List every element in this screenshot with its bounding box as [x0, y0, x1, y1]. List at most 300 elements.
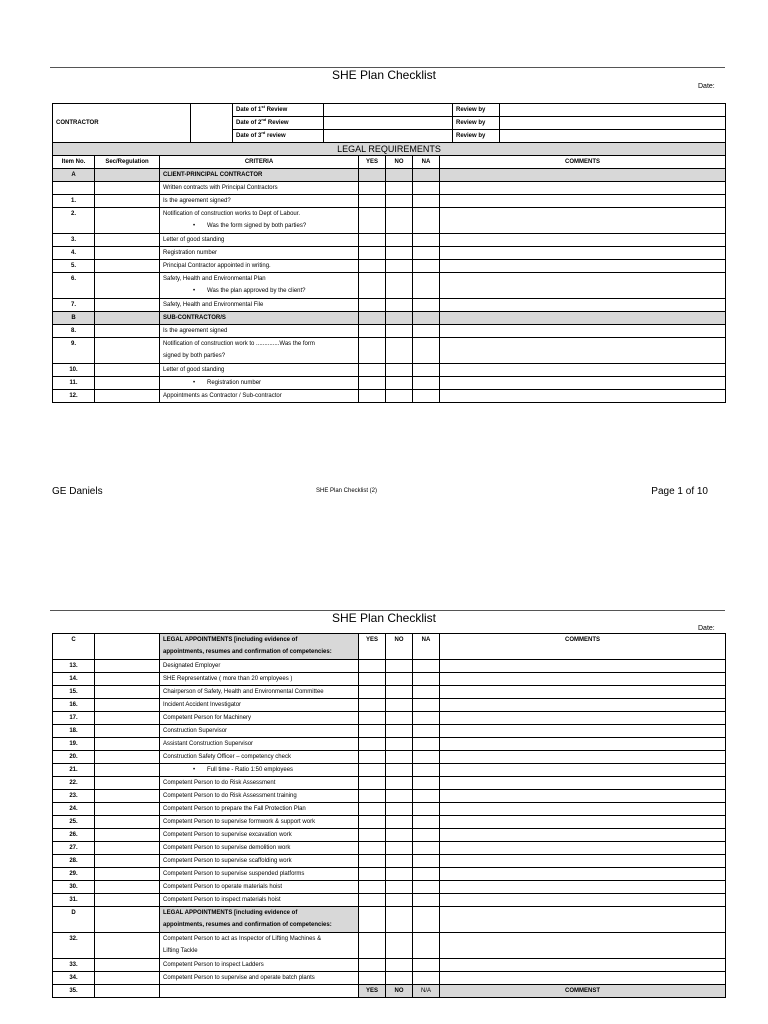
criteria-line: SHE Representative ( more than 20 employees ) — [163, 676, 293, 682]
sec-regulation-cell[interactable] — [95, 299, 160, 312]
criteria-cell — [160, 907, 359, 933]
na-cell[interactable] — [413, 247, 440, 260]
comments-cell[interactable] — [440, 247, 726, 260]
item-number: 23. — [53, 790, 95, 803]
item-number: 14. — [53, 673, 95, 686]
sec-regulation-cell[interactable] — [95, 699, 160, 712]
na-cell[interactable] — [413, 377, 440, 390]
sec-regulation-cell[interactable] — [95, 338, 160, 364]
comments-cell[interactable] — [440, 208, 726, 234]
comments-cell[interactable] — [440, 699, 726, 712]
comments-cell[interactable] — [440, 338, 726, 364]
na-cell[interactable] — [413, 260, 440, 273]
criteria-cell[interactable] — [160, 985, 359, 998]
sec-regulation-cell[interactable] — [95, 764, 160, 777]
criteria-line: Competent Person to supervise demolition work — [163, 845, 291, 851]
review-date-label-2: Date of 2nd Review — [233, 117, 324, 130]
criteria-cell — [160, 169, 359, 182]
no-cell[interactable] — [386, 260, 413, 273]
table-row — [53, 686, 726, 699]
no-cell — [386, 907, 413, 933]
header-criteria: CRITERIA — [160, 156, 359, 169]
no-cell[interactable] — [386, 764, 413, 777]
footer-doc-name: SHE Plan Checklist (2) — [316, 488, 378, 494]
comments-cell[interactable] — [440, 803, 726, 816]
criteria-cell — [160, 260, 359, 273]
header-sec-regulation: Sec/Regulation — [95, 156, 160, 169]
sec-regulation-cell[interactable] — [95, 377, 160, 390]
comments-cell[interactable] — [440, 738, 726, 751]
item-number: 9. — [53, 338, 95, 364]
criteria-cell — [160, 959, 359, 972]
no-cell[interactable] — [386, 686, 413, 699]
criteria-line: Principal Contractor appointed in writing. — [163, 263, 271, 269]
criteria-cell — [160, 725, 359, 738]
comments-cell[interactable] — [440, 829, 726, 842]
sec-regulation-cell[interactable] — [95, 777, 160, 790]
criteria-cell — [160, 868, 359, 881]
yes-cell[interactable] — [359, 234, 386, 247]
item-number: 12. — [53, 390, 95, 403]
no-cell[interactable] — [386, 959, 413, 972]
yes-cell[interactable] — [359, 751, 386, 764]
item-number: 32. — [53, 933, 95, 959]
criteria-line: Letter of good standing — [163, 237, 225, 243]
yes-cell[interactable] — [359, 673, 386, 686]
yes-cell[interactable] — [359, 377, 386, 390]
header-no: NO — [386, 985, 413, 998]
table-row — [53, 738, 726, 751]
na-cell[interactable] — [413, 673, 440, 686]
sec-regulation-cell[interactable] — [95, 803, 160, 816]
criteria-cell — [160, 881, 359, 894]
review-by-value-2[interactable] — [500, 117, 726, 130]
page2-appointments-table — [52, 633, 726, 998]
item-number: 34. — [53, 972, 95, 985]
no-cell[interactable] — [386, 660, 413, 673]
no-cell[interactable] — [386, 673, 413, 686]
sec-regulation-cell[interactable] — [95, 208, 160, 234]
sec-regulation-cell[interactable] — [95, 247, 160, 260]
item-number: 13. — [53, 660, 95, 673]
yes-cell[interactable] — [359, 390, 386, 403]
no-cell[interactable] — [386, 182, 413, 195]
table-row — [53, 855, 726, 868]
na-cell[interactable] — [413, 829, 440, 842]
section-row — [53, 634, 726, 660]
no-cell[interactable] — [386, 777, 413, 790]
table-row — [53, 764, 726, 777]
na-cell[interactable] — [413, 790, 440, 803]
criteria-line: Chairperson of Safety, Health and Environmental Committee — [163, 689, 324, 695]
sec-regulation-cell — [95, 907, 160, 933]
na-cell[interactable] — [413, 299, 440, 312]
no-cell[interactable] — [386, 699, 413, 712]
yes-cell[interactable] — [359, 338, 386, 364]
na-cell[interactable] — [413, 325, 440, 338]
criteria-bullet-line: • Full time - Ratio 1:50 employees — [163, 764, 355, 776]
sec-regulation-cell[interactable] — [95, 712, 160, 725]
no-cell[interactable] — [386, 208, 413, 234]
comments-cell[interactable] — [440, 364, 726, 377]
criteria-line: LEGAL APPOINTMENTS [including evidence of — [163, 637, 298, 643]
item-number: 26. — [53, 829, 95, 842]
item-number: 8. — [53, 325, 95, 338]
criteria-line: SUB-CONTRACTOR/S — [163, 315, 226, 321]
criteria-cell — [160, 894, 359, 907]
comments-cell[interactable] — [440, 777, 726, 790]
criteria-line: Notification of construction work to ..............Was the form — [163, 341, 315, 347]
na-cell — [413, 907, 440, 933]
criteria-line-2: appointments, resumes and confirmation of competencies: — [163, 649, 332, 655]
no-cell — [386, 312, 413, 325]
na-cell[interactable] — [413, 660, 440, 673]
criteria-line: Written contracts with Principal Contractors — [163, 185, 278, 191]
no-cell[interactable] — [386, 377, 413, 390]
sec-regulation-cell[interactable] — [95, 182, 160, 195]
na-cell[interactable] — [413, 208, 440, 234]
yes-cell[interactable] — [359, 364, 386, 377]
yes-cell[interactable] — [359, 972, 386, 985]
sec-regulation-cell[interactable] — [95, 881, 160, 894]
comments-cell[interactable] — [440, 959, 726, 972]
no-cell[interactable] — [386, 195, 413, 208]
table-row — [53, 182, 726, 195]
comments-cell[interactable] — [440, 764, 726, 777]
yes-cell[interactable] — [359, 699, 386, 712]
table-row — [53, 959, 726, 972]
item-number: D — [53, 907, 95, 933]
no-cell — [386, 169, 413, 182]
na-cell[interactable] — [413, 725, 440, 738]
criteria-line: Competent Person to supervise and operate batch plants — [163, 975, 315, 981]
criteria-bullet-line: • Was the form signed by both parties? — [163, 220, 355, 232]
no-cell[interactable] — [386, 868, 413, 881]
no-cell[interactable] — [386, 338, 413, 364]
no-cell[interactable] — [386, 738, 413, 751]
yes-cell[interactable] — [359, 881, 386, 894]
comments-cell[interactable] — [440, 234, 726, 247]
comments-cell[interactable] — [440, 972, 726, 985]
no-cell[interactable] — [386, 299, 413, 312]
no-cell[interactable] — [386, 842, 413, 855]
criteria-line: Registration number — [163, 250, 218, 256]
comments-cell[interactable] — [440, 377, 726, 390]
yes-cell[interactable] — [359, 195, 386, 208]
comments-cell[interactable] — [440, 751, 726, 764]
no-cell[interactable] — [386, 247, 413, 260]
yes-cell[interactable] — [359, 273, 386, 299]
no-cell[interactable] — [386, 325, 413, 338]
na-cell[interactable] — [413, 738, 440, 751]
table-row — [53, 790, 726, 803]
yes-cell[interactable] — [359, 686, 386, 699]
comments-cell[interactable] — [440, 712, 726, 725]
criteria-cell — [160, 312, 359, 325]
sec-regulation-cell[interactable] — [95, 660, 160, 673]
yes-cell[interactable] — [359, 712, 386, 725]
no-cell[interactable] — [386, 390, 413, 403]
na-cell[interactable] — [413, 764, 440, 777]
criteria-cell — [160, 712, 359, 725]
na-cell[interactable] — [413, 959, 440, 972]
comments-cell[interactable] — [440, 390, 726, 403]
sec-regulation-cell[interactable] — [95, 273, 160, 299]
na-cell[interactable] — [413, 712, 440, 725]
na-cell[interactable] — [413, 234, 440, 247]
na-cell[interactable] — [413, 182, 440, 195]
header-yes: YES — [359, 985, 386, 998]
yes-cell[interactable] — [359, 325, 386, 338]
comments-cell[interactable] — [440, 325, 726, 338]
yes-cell[interactable] — [359, 299, 386, 312]
na-cell[interactable] — [413, 933, 440, 959]
yes-cell[interactable] — [359, 959, 386, 972]
sec-regulation-cell[interactable] — [95, 260, 160, 273]
criteria-line: Competent Person to act as Inspector of Lifting Machines & — [163, 936, 322, 942]
no-cell[interactable] — [386, 881, 413, 894]
yes-cell[interactable] — [359, 182, 386, 195]
na-cell[interactable] — [413, 686, 440, 699]
comments-cell[interactable] — [440, 868, 726, 881]
no-cell[interactable] — [386, 790, 413, 803]
header-yes: YES — [359, 634, 386, 660]
sec-regulation-cell[interactable] — [95, 972, 160, 985]
review-by-label-1: Review by — [453, 104, 500, 117]
comments-cell[interactable] — [440, 933, 726, 959]
item-number: 16. — [53, 699, 95, 712]
review-date-value-3[interactable] — [324, 130, 453, 143]
item-number: 1. — [53, 195, 95, 208]
criteria-cell — [160, 816, 359, 829]
page1-date-label: Date: — [698, 83, 715, 90]
review-by-value-3[interactable] — [500, 130, 726, 143]
table-row — [53, 829, 726, 842]
yes-cell[interactable] — [359, 208, 386, 234]
comments-cell[interactable] — [440, 725, 726, 738]
table-row — [53, 673, 726, 686]
comments-cell[interactable] — [440, 195, 726, 208]
review-by-value-1[interactable] — [500, 104, 726, 117]
header-na: NA — [413, 156, 440, 169]
no-cell[interactable] — [386, 933, 413, 959]
yes-cell[interactable] — [359, 777, 386, 790]
contractor-value-cell[interactable] — [191, 104, 233, 143]
no-cell[interactable] — [386, 803, 413, 816]
criteria-line: Competent Person to prepare the Fall Protection Plan — [163, 806, 306, 812]
na-cell[interactable] — [413, 881, 440, 894]
sec-regulation-cell[interactable] — [95, 751, 160, 764]
yes-cell[interactable] — [359, 933, 386, 959]
criteria-cell — [160, 803, 359, 816]
criteria-line: Incident Accident Investigator — [163, 702, 242, 708]
criteria-line: Appointments as Contractor / Sub-contractor — [163, 393, 282, 399]
page2-date-label: Date: — [698, 625, 715, 632]
yes-cell — [359, 169, 386, 182]
item-number: 4. — [53, 247, 95, 260]
na-cell[interactable] — [413, 195, 440, 208]
item-number: 6. — [53, 273, 95, 299]
no-cell[interactable] — [386, 816, 413, 829]
comments-cell[interactable] — [440, 686, 726, 699]
table-row — [53, 195, 726, 208]
criteria-cell — [160, 972, 359, 985]
no-cell[interactable] — [386, 751, 413, 764]
yes-cell[interactable] — [359, 803, 386, 816]
yes-cell[interactable] — [359, 790, 386, 803]
criteria-line: Assistant Construction Supervisor — [163, 741, 254, 747]
criteria-cell — [160, 195, 359, 208]
comments-cell[interactable] — [440, 894, 726, 907]
table-row — [53, 338, 726, 364]
comments-cell[interactable] — [440, 790, 726, 803]
yes-cell[interactable] — [359, 855, 386, 868]
yes-cell[interactable] — [359, 260, 386, 273]
item-number: 10. — [53, 364, 95, 377]
table-row — [53, 725, 726, 738]
comments-cell[interactable] — [440, 273, 726, 299]
yes-cell[interactable] — [359, 842, 386, 855]
sec-regulation-cell[interactable] — [95, 985, 160, 998]
comments-cell[interactable] — [440, 842, 726, 855]
sec-regulation-cell[interactable] — [95, 933, 160, 959]
sec-regulation-cell[interactable] — [95, 855, 160, 868]
no-cell[interactable] — [386, 855, 413, 868]
na-cell[interactable] — [413, 868, 440, 881]
sec-regulation-cell[interactable] — [95, 234, 160, 247]
header-na: NA — [413, 634, 440, 660]
yes-cell[interactable] — [359, 894, 386, 907]
item-number: 35. — [53, 985, 95, 998]
table-row — [53, 712, 726, 725]
sec-regulation-cell[interactable] — [95, 894, 160, 907]
yes-cell[interactable] — [359, 247, 386, 260]
criteria-line-2: Lifting Tackle — [163, 948, 198, 954]
table-row — [53, 364, 726, 377]
item-number: 29. — [53, 868, 95, 881]
table-row — [53, 260, 726, 273]
na-cell — [413, 169, 440, 182]
sec-regulation-cell[interactable] — [95, 790, 160, 803]
criteria-bullet-line: • Registration number — [163, 377, 355, 389]
na-cell[interactable] — [413, 777, 440, 790]
yes-cell[interactable] — [359, 764, 386, 777]
criteria-line-2: appointments, resumes and confirmation of competencies: — [163, 922, 332, 928]
page2-title: SHE Plan Checklist — [331, 611, 437, 625]
header-no: NO — [386, 156, 413, 169]
criteria-line: Safety, Health and Environmental Plan — [163, 276, 266, 282]
criteria-cell — [160, 829, 359, 842]
yes-cell[interactable] — [359, 725, 386, 738]
section-row — [53, 312, 726, 325]
comments-cell[interactable] — [440, 816, 726, 829]
yes-cell[interactable] — [359, 816, 386, 829]
na-cell[interactable] — [413, 855, 440, 868]
na-cell[interactable] — [413, 751, 440, 764]
no-cell[interactable] — [386, 273, 413, 299]
page1-legal-requirements-table — [52, 142, 726, 403]
item-number: 24. — [53, 803, 95, 816]
comments-cell[interactable] — [440, 260, 726, 273]
table-row — [53, 377, 726, 390]
criteria-cell — [160, 234, 359, 247]
item-number: 22. — [53, 777, 95, 790]
no-cell[interactable] — [386, 364, 413, 377]
comments-cell[interactable] — [440, 299, 726, 312]
sec-regulation-cell[interactable] — [95, 842, 160, 855]
no-cell[interactable] — [386, 829, 413, 842]
comments-cell[interactable] — [440, 182, 726, 195]
na-cell[interactable] — [413, 816, 440, 829]
yes-cell[interactable] — [359, 738, 386, 751]
na-cell[interactable] — [413, 699, 440, 712]
na-cell[interactable] — [413, 842, 440, 855]
no-cell[interactable] — [386, 972, 413, 985]
criteria-cell — [160, 842, 359, 855]
sec-regulation-cell[interactable] — [95, 195, 160, 208]
criteria-line: Construction Safety Officer – competency check — [163, 754, 291, 760]
sec-regulation-cell[interactable] — [95, 725, 160, 738]
sec-regulation-cell[interactable] — [95, 738, 160, 751]
page1-title: SHE Plan Checklist — [331, 68, 437, 82]
criteria-cell — [160, 377, 359, 390]
sec-regulation-cell — [95, 169, 160, 182]
comments-cell[interactable] — [440, 855, 726, 868]
na-cell[interactable] — [413, 390, 440, 403]
review-date-value-2[interactable] — [324, 117, 453, 130]
criteria-line: Competent Person for Machinery — [163, 715, 252, 721]
no-cell[interactable] — [386, 725, 413, 738]
comments-cell[interactable] — [440, 881, 726, 894]
table-row — [53, 972, 726, 985]
sec-regulation-cell[interactable] — [95, 686, 160, 699]
yes-cell[interactable] — [359, 829, 386, 842]
sec-regulation-cell[interactable] — [95, 390, 160, 403]
sec-regulation-cell[interactable] — [95, 364, 160, 377]
comments-cell[interactable] — [440, 660, 726, 673]
header-comments: COMMENST — [440, 985, 726, 998]
criteria-cell — [160, 208, 359, 234]
review-date-value-1[interactable] — [324, 104, 453, 117]
no-cell[interactable] — [386, 712, 413, 725]
header-comments: COMMENTS — [440, 634, 726, 660]
no-cell[interactable] — [386, 234, 413, 247]
yes-cell[interactable] — [359, 660, 386, 673]
sec-regulation-cell[interactable] — [95, 673, 160, 686]
sec-regulation-cell[interactable] — [95, 959, 160, 972]
sec-regulation-cell[interactable] — [95, 829, 160, 842]
na-cell[interactable] — [413, 972, 440, 985]
na-cell[interactable] — [413, 894, 440, 907]
na-cell[interactable] — [413, 273, 440, 299]
comments-cell[interactable] — [440, 673, 726, 686]
footer-page-number: Page 1 of 10 — [651, 486, 708, 497]
header-no: NO — [386, 634, 413, 660]
criteria-line: Letter of good standing — [163, 367, 225, 373]
yes-cell[interactable] — [359, 868, 386, 881]
na-cell[interactable] — [413, 364, 440, 377]
na-cell[interactable] — [413, 803, 440, 816]
na-cell[interactable] — [413, 338, 440, 364]
page1-header-table — [52, 103, 726, 143]
sec-regulation-cell[interactable] — [95, 325, 160, 338]
sec-regulation-cell[interactable] — [95, 816, 160, 829]
no-cell[interactable] — [386, 894, 413, 907]
sec-regulation-cell[interactable] — [95, 868, 160, 881]
criteria-cell — [160, 933, 359, 959]
criteria-line: Is the agreement signed — [163, 328, 228, 334]
table-row — [53, 299, 726, 312]
